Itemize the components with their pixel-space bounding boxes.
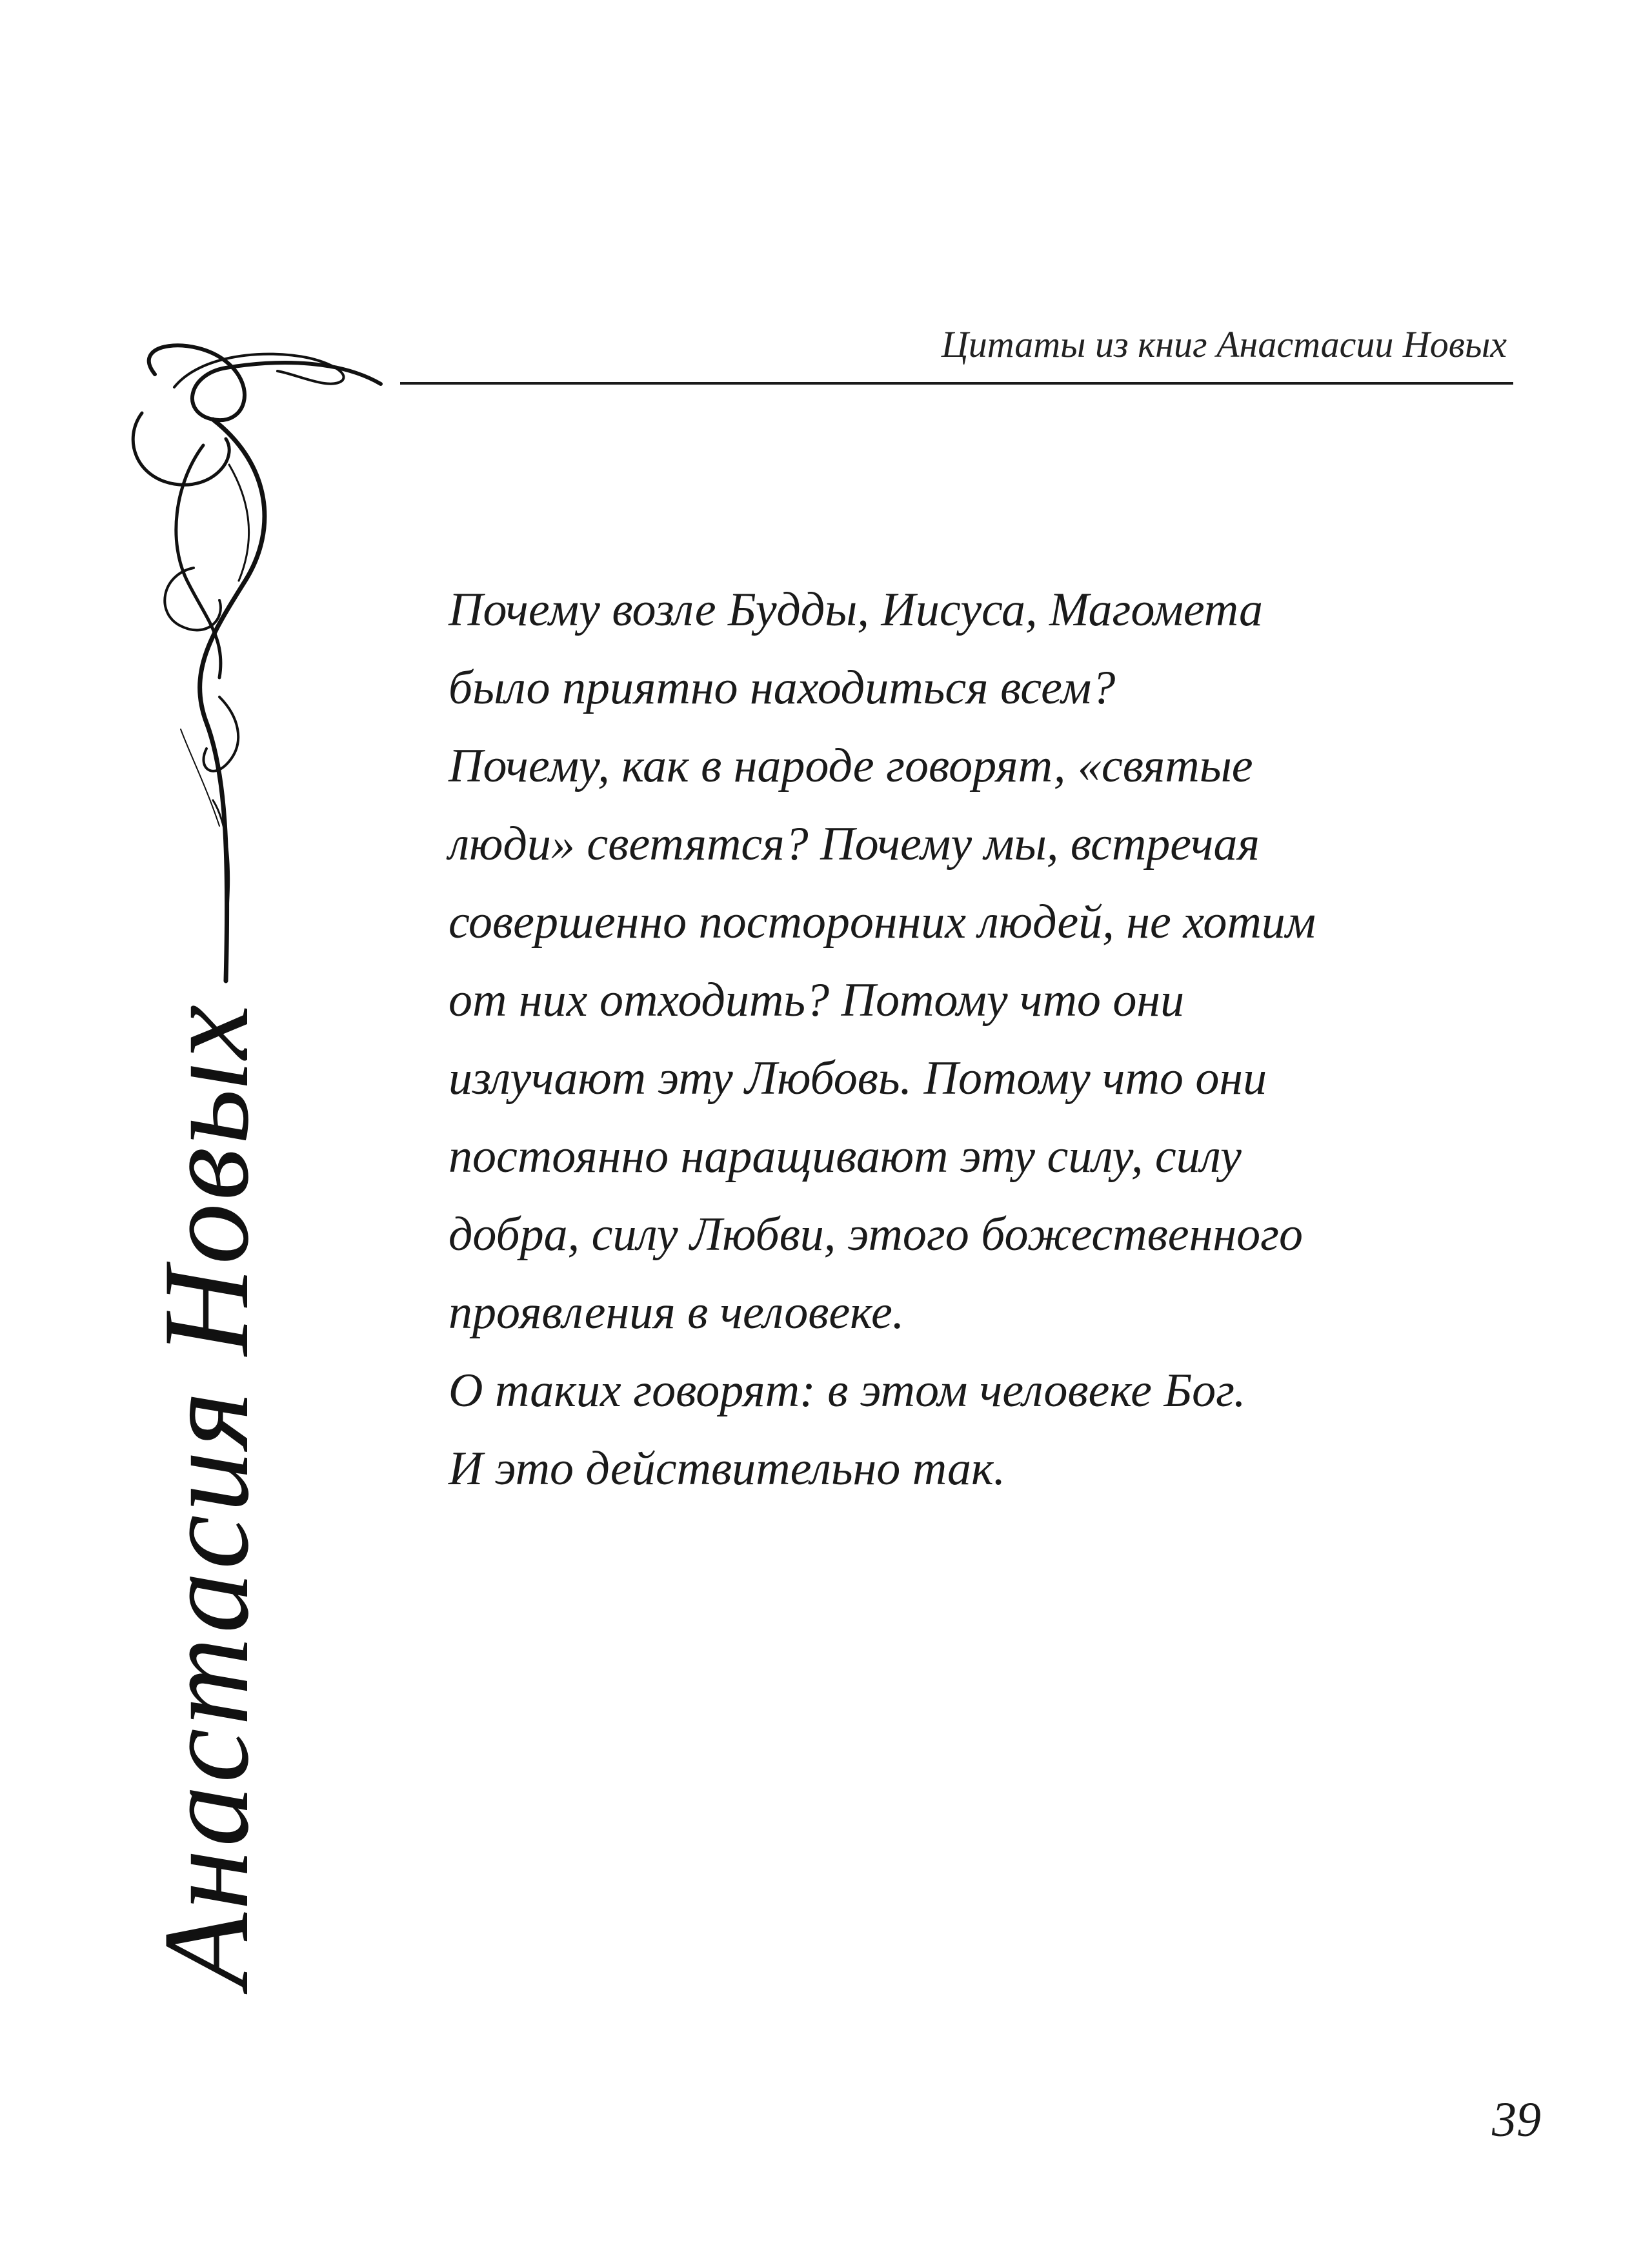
quote-line: люди» светятся? Почему мы, встречая <box>448 818 1260 871</box>
quote-line: совершенно посторонних людей, не хотим <box>448 896 1316 949</box>
running-header: Цитаты из книг Анастасии Новых <box>941 323 1507 365</box>
quote-text <box>448 571 1507 1508</box>
page-number: 39 <box>1492 2093 1541 2147</box>
quote-line: Почему возле Будды, Иисуса, Магомета <box>448 583 1264 636</box>
quote-line: от них отходить? Потому что они <box>448 974 1185 1027</box>
quote-line: добра, силу Любви, этого божественного <box>448 1208 1303 1261</box>
side-title: Анастасия Новых <box>139 1002 274 1988</box>
calligraphic-flourish-icon <box>116 336 413 994</box>
quote-line: излучают эту Любовь. Потому что они <box>448 1052 1267 1105</box>
quote-line: постоянно наращивают эту силу, силу <box>448 1130 1242 1183</box>
quote-line: И это действительно так. <box>448 1442 1006 1495</box>
quote-line: проявления в человеке. <box>448 1286 905 1339</box>
quote-line: О таких говорят: в этом человеке Бог. <box>448 1364 1246 1417</box>
quote-line: было приятно находиться всем? <box>448 661 1116 714</box>
header-rule <box>400 382 1513 385</box>
quote-line: Почему, как в народе говорят, «святые <box>448 740 1253 792</box>
